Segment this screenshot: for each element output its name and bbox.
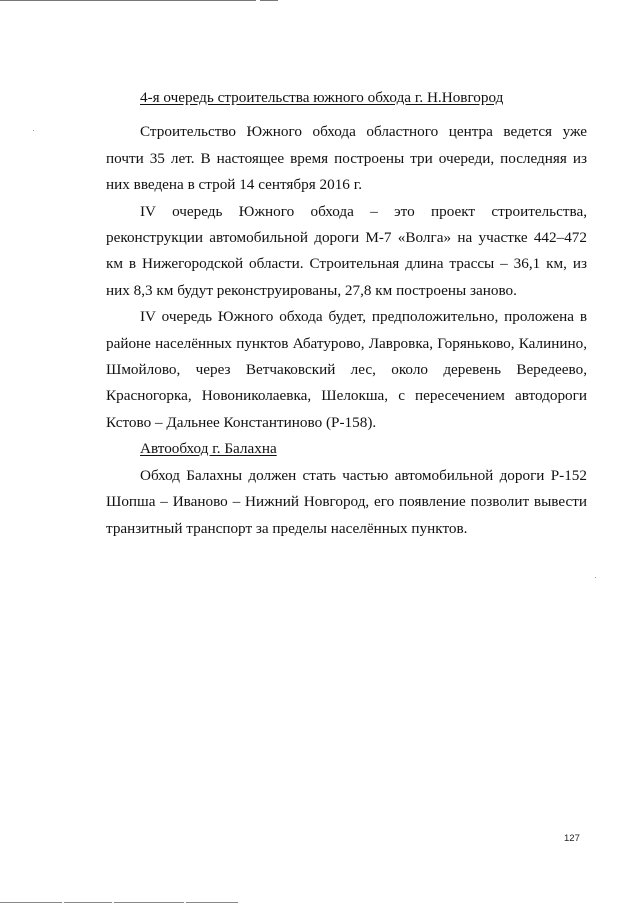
paragraph: Обход Балахны должен стать частью автомобильной дороги Р-152 Шопша – Иваново – Нижний Новгород, его появление позволит вывести транзитный транспорт за пределы населённых пунктов. [106, 466, 587, 537]
bottom-scan-rules [0, 902, 240, 903]
paragraph: IV очередь Южного обхода будет, предположительно, проложена в районе населённых пунктов Абатурово, Лавровка, Горяньково, Калинино, Шмойлово, через Ветчаковский лес, около деревень Вередеево, Красногорка, Новониколаевка, Шелокша, с пересечением автодороги Кстово – Дальнее Константиново (Р-158). [106, 308, 587, 431]
paragraph: IV очередь Южного обхода – это проект строительства, реконструкции автомобильной дороги М-7 «Волга» на участке 442–472 км в Нижегородской области. Строительная длина трассы – 36,1 км, из них 8,3 км будут реконструированы, 27,8 км построены заново. [106, 202, 587, 299]
page-number: 127 [564, 833, 580, 844]
scan-speck [595, 577, 596, 578]
scan-speck [33, 130, 34, 131]
section-subheading: Автообход г. Балахна [140, 440, 277, 458]
top-scan-rule [0, 0, 278, 1]
top-scan-rule-gap [256, 0, 260, 2]
document-body [106, 85, 587, 542]
paragraph: Строительство Южного обхода областного центра ведется уже почти 35 лет. В настоящее время построены три очереди, последняя из них введена в строй 14 сентября 2016 г. [106, 123, 587, 194]
section-heading: 4-я очередь строительства южного обхода г. Н.Новгород [140, 89, 504, 106]
